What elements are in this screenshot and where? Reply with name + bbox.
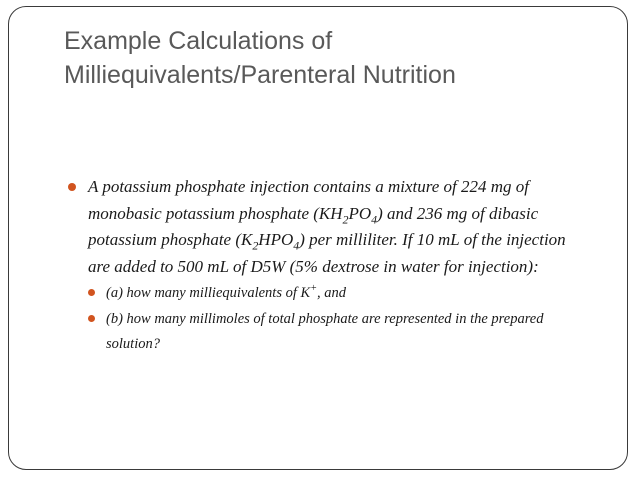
main-bullet-text-1: A potassium phosphate injection contains a mixture of 224 mg of monobasic potassium phosphate (KH	[88, 177, 530, 223]
main-bullet-text-4: HPO	[258, 230, 294, 249]
sub-bullet-a-tail: , and	[317, 285, 347, 301]
main-bullet-text-2: PO	[348, 203, 372, 223]
bullet-icon	[88, 315, 95, 322]
subscript-2: 2	[342, 211, 349, 226]
slide-body	[68, 174, 588, 357]
sub-bullet-a-text: (a) how many milliequivalents of K	[106, 285, 311, 301]
sub-bullet-b-text: (b) how many millimoles of total phosphate are represented in the prepared solution?	[106, 311, 544, 352]
sub-bullet-b	[68, 307, 588, 357]
main-bullet-text-3: ) and 236 mg of dibasic potassium phosphate (K	[88, 203, 539, 249]
title-line-1: Example Calculations of	[64, 27, 333, 55]
sub-bullet-a	[68, 281, 588, 306]
subscript-4: 4	[371, 211, 378, 226]
subscript-4b: 4	[293, 238, 300, 253]
bullet-icon	[88, 289, 95, 296]
title-line-2: Milliequivalents/Parenteral Nutrition	[64, 61, 456, 89]
main-bullet-text-5: ) per milliliter. If 10 mL of the injection are added to 500 mL of D5W (5% dextrose in water for injection):	[88, 230, 566, 276]
bullet-icon	[68, 183, 76, 191]
main-bullet	[68, 174, 588, 280]
sub-bullet-list	[68, 281, 588, 357]
superscript-plus: +	[310, 283, 318, 295]
slide-title	[64, 24, 604, 92]
subscript-2b: 2	[252, 238, 259, 253]
